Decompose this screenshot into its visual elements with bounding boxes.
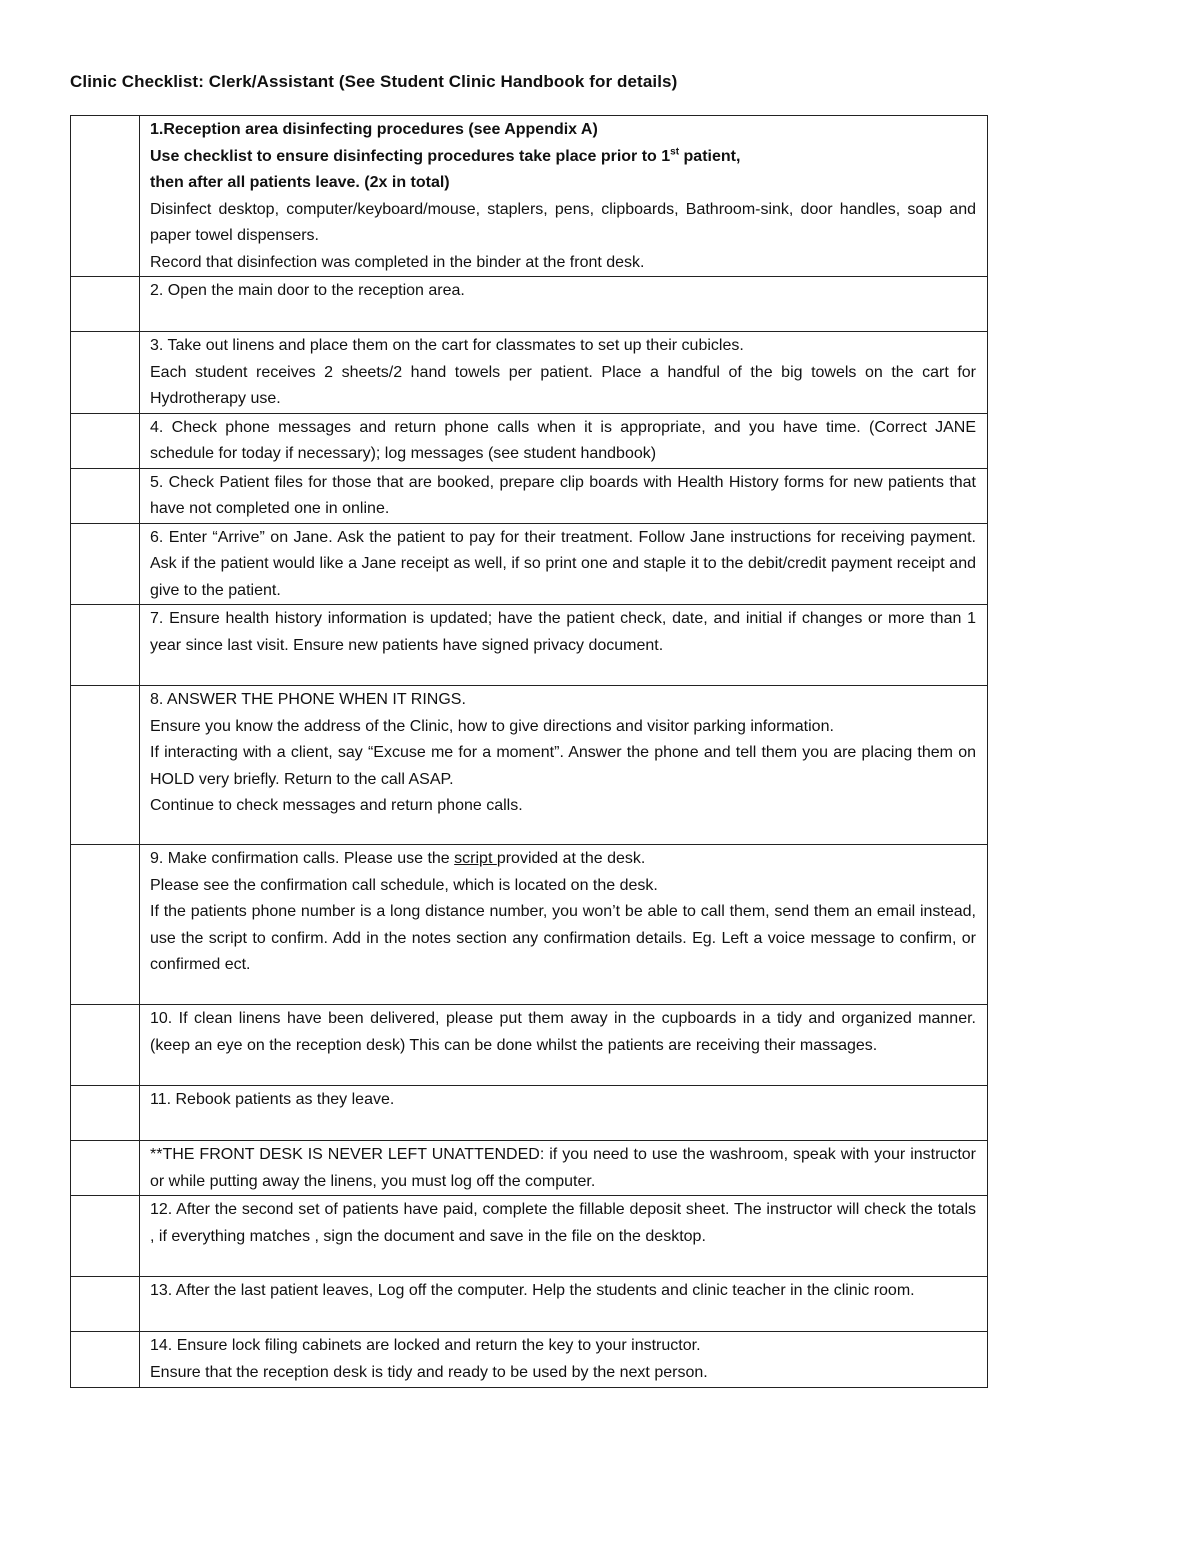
item-text-1 [140,116,988,277]
item-8-line-4: Continue to check messages and return phone calls. [150,797,523,814]
item-9-line-2: Please see the confirmation call schedule, which is located on the desk. [150,876,658,894]
item-3-line-1: 3. Take out linens and place them on the cart for classmates to set up their cubicles. [150,337,744,354]
item-text-7: 7. Ensure health history information is updated; have the patient check, date, and initial if changes or more than 1 year since last visit. Ensure new patients have signed privacy document. [140,605,988,686]
checkbox-cell-8[interactable] [71,686,140,845]
checkbox-cell-2[interactable] [71,277,140,332]
item-text-13: 13. After the last patient leaves, Log off the computer. Help the students and clinic teacher in the clinic room. [140,1277,988,1332]
checklist-row-5 [71,468,988,523]
document-title: Clinic Checklist: Clerk/Assistant (See Student Clinic Handbook for details) [70,72,678,91]
item-9-line-1-b: provided at the desk. [496,850,646,867]
checklist-row-note [71,1141,988,1196]
checklist-row-3 [71,332,988,414]
checkbox-cell-6[interactable] [71,523,140,605]
item-text-4: 4. Check phone messages and return phone calls when it is appropriate, and you have time. (Correct JANE schedule for today if necessary); log messages (see student handbook) [140,413,988,468]
item-text-9 [140,845,988,1005]
checklist-row-1 [71,116,988,277]
checkbox-cell-3[interactable] [71,332,140,414]
checkbox-cell-4[interactable] [71,413,140,468]
item-8-line-2: Ensure you know the address of the Clinic, how to give directions and visitor parking information. [150,717,834,735]
item-text-6: 6. Enter “Arrive” on Jane. Ask the patient to pay for their treatment. Follow Jane instructions for receiving payment. Ask if the patient would like a Jane receipt as well, if so print one and staple it to the debit/credit payment receipt and give to the patient. [140,523,988,605]
item-9-line-1 [150,846,976,873]
checkbox-cell-13[interactable] [71,1277,140,1332]
checklist-row-6 [71,523,988,605]
item-1-detail: Disinfect desktop, computer/keyboard/mouse, staplers, pens, clipboards, Bathroom-sink, door handles, soap and paper towel dispensers. [150,200,976,244]
checklist-row-12 [71,1196,988,1277]
item-3-line-2: Each student receives 2 sheets/2 hand towels per patient. Place a handful of the big towels on the cart for Hydrotherapy use. [150,363,976,407]
item-text-12: 12. After the second set of patients have paid, complete the fillable deposit sheet. The instructor will check the totals , if everything matches , sign the document and save in the file on the desktop. [140,1196,988,1277]
item-text-14 [140,1332,988,1388]
item-9-line-3: If the patients phone number is a long distance number, you won’t be able to call them, send them an email instead, use the script to confirm. Add in the notes section any confirmation details. Eg. Left a voice message to confirm, or confirmed ect. [150,903,976,973]
checkbox-cell-1[interactable] [71,116,140,277]
item-text-5: 5. Check Patient files for those that are booked, prepare clip boards with Health History forms for new patients that have not completed one in online. [140,468,988,523]
item-8-line-3: If interacting with a client, say “Excuse me for a moment”. Answer the phone and tell them you are placing them on HOLD very briefly. Return to the call ASAP. [150,744,976,788]
item-1-frequency: then after all patients leave. (2x in total) [150,174,450,191]
checkbox-cell-7[interactable] [71,605,140,686]
checkbox-cell-5[interactable] [71,468,140,523]
item-text-3 [140,332,988,414]
item-1-record: Record that disinfection was completed in the binder at the front desk. [150,253,645,271]
checklist-row-4 [71,413,988,468]
checklist-row-9 [71,845,988,1005]
checklist-row-13 [71,1277,988,1332]
item-text-8 [140,686,988,845]
checklist-row-14 [71,1332,988,1388]
item-text-11: 11. Rebook patients as they leave. [140,1086,988,1141]
item-1-instruction-a: Use checklist to ensure disinfecting procedures take place prior to 1 [150,147,671,165]
item-1-heading: 1.Reception area disinfecting procedures (see Appendix A) [150,121,598,138]
item-14-line-2: Ensure that the reception desk is tidy and ready to be used by the next person. [150,1363,708,1381]
checkbox-cell-note[interactable] [71,1141,140,1196]
checklist-row-2 [71,277,988,332]
checklist-row-10 [71,1005,988,1086]
checkbox-cell-12[interactable] [71,1196,140,1277]
script-link: script [454,850,497,867]
item-text-10: 10. If clean linens have been delivered, please put them away in the cupboards in a tidy and organized manner. (keep an eye on the reception desk) This can be done whilst the patients are receiving their massages. [140,1005,988,1086]
item-1-instruction [150,144,976,171]
checkbox-cell-10[interactable] [71,1005,140,1086]
item-text-2: 2. Open the main door to the reception area. [140,277,988,332]
item-1-instruction-b: patient, [679,147,741,165]
item-1-superscript: st [670,146,680,158]
checkbox-cell-11[interactable] [71,1086,140,1141]
item-8-line-1: 8. ANSWER THE PHONE WHEN IT RINGS. [150,691,466,708]
front-desk-note: **THE FRONT DESK IS NEVER LEFT UNATTENDED: if you need to use the washroom, speak with your instructor or while putting away the linens, you must log off the computer. [140,1141,988,1196]
checkbox-cell-9[interactable] [71,845,140,1005]
item-9-line-1-a: 9. Make confirmation calls. Please use the [150,850,455,867]
checklist-table [70,115,988,1388]
checklist-row-8 [71,686,988,845]
item-14-line-1: 14. Ensure lock filing cabinets are locked and return the key to your instructor. [150,1337,701,1354]
checkbox-cell-14[interactable] [71,1332,140,1388]
checklist-row-11 [71,1086,988,1141]
checklist-row-7 [71,605,988,686]
